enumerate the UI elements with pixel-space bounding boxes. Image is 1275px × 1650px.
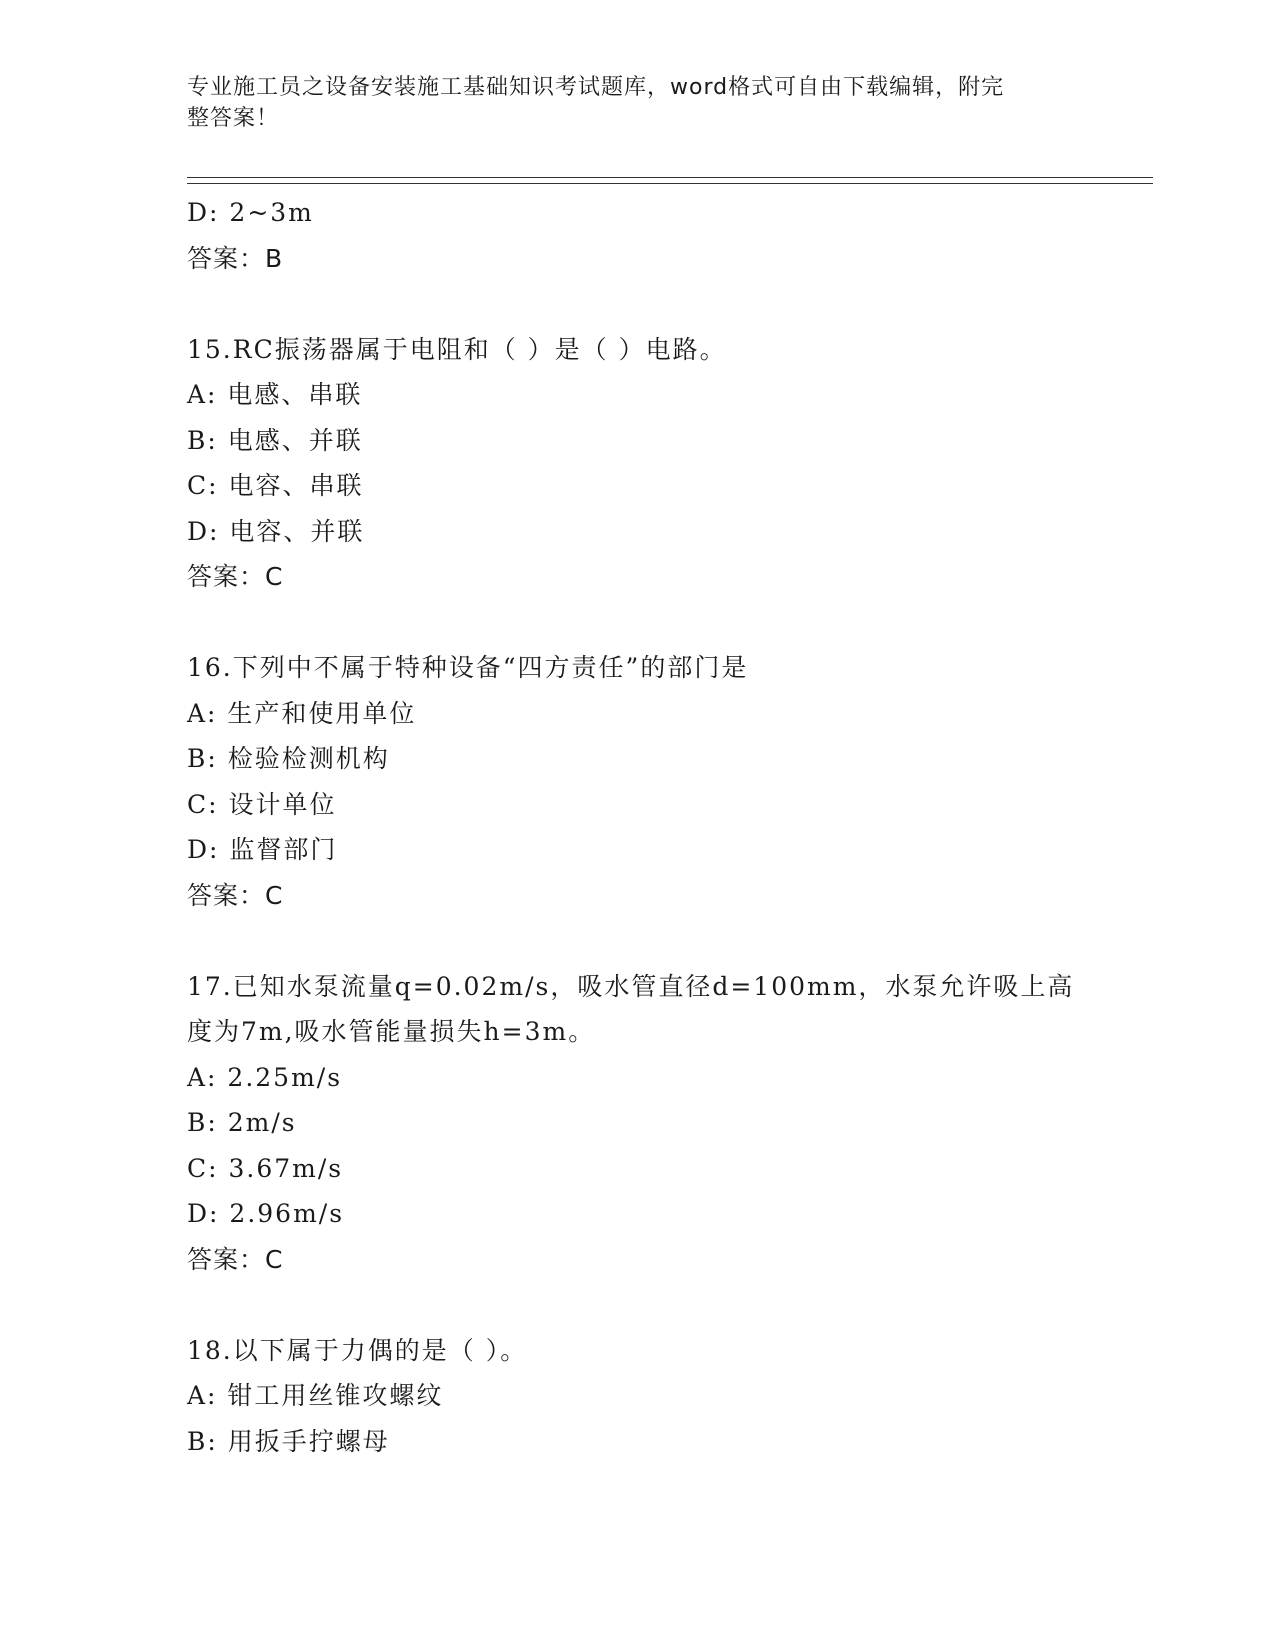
- page-header: [187, 72, 1067, 134]
- answer: 答案：B: [187, 243, 284, 273]
- question-17: [187, 964, 1087, 1283]
- header-divider: [187, 177, 1153, 184]
- answer: 答案：C: [187, 1244, 284, 1274]
- option-d: D: 2~3m: [187, 198, 314, 227]
- option-d: D: 2.96m/s: [187, 1199, 345, 1228]
- option-a: A: 2.25m/s: [187, 1062, 343, 1092]
- option-a: A: 电感、串联: [187, 380, 363, 409]
- question-18: [187, 1328, 1087, 1465]
- question-stem: 15.RC振荡器属于电阻和（ ）是（ ）电路。: [187, 334, 727, 364]
- option-c: C: 设计单位: [187, 789, 337, 819]
- option-a: A: 钳工用丝锥攻螺纹: [187, 1381, 444, 1410]
- option-b: B: 2m/s: [187, 1108, 297, 1137]
- question-stem: 18.以下属于力偶的是（ ）。: [187, 1335, 528, 1365]
- header-line-1: 专业施工员之设备安装施工基础知识考试题库，word格式可自由下载编辑，附完: [187, 75, 1005, 100]
- question-list: [187, 190, 1087, 1464]
- question-stem-line-1: 17.已知水泵流量q=0.02m/s，吸水管直径d=100mm，水泵允许吸上高: [187, 971, 1075, 1001]
- question-15: [187, 327, 1087, 600]
- option-c: C: 3.67m/s: [187, 1153, 344, 1183]
- spacer: [187, 918, 1087, 964]
- spacer: [187, 1282, 1087, 1328]
- option-b: B: 电感、并联: [187, 425, 363, 455]
- option-b: B: 检验检测机构: [187, 744, 390, 773]
- option-c: C: 电容、串联: [187, 471, 364, 500]
- option-a: A: 生产和使用单位: [187, 698, 417, 728]
- option-b: B: 用扳手拧螺母: [187, 1426, 390, 1456]
- question-stem-line-2: 度为7m,吸水管能量损失h=3m。: [187, 1017, 596, 1046]
- spacer: [187, 281, 1087, 327]
- question-stem: 16.下列中不属于特种设备“四方责任”的部门是: [187, 653, 749, 682]
- option-d: D: 电容、并联: [187, 516, 365, 546]
- header-line-2: 整答案！: [187, 106, 280, 131]
- spacer: [187, 600, 1087, 646]
- option-d: D: 监督部门: [187, 835, 338, 864]
- question-16: [187, 645, 1087, 918]
- answer: 答案：C: [187, 562, 284, 591]
- answer: 答案：C: [187, 880, 284, 910]
